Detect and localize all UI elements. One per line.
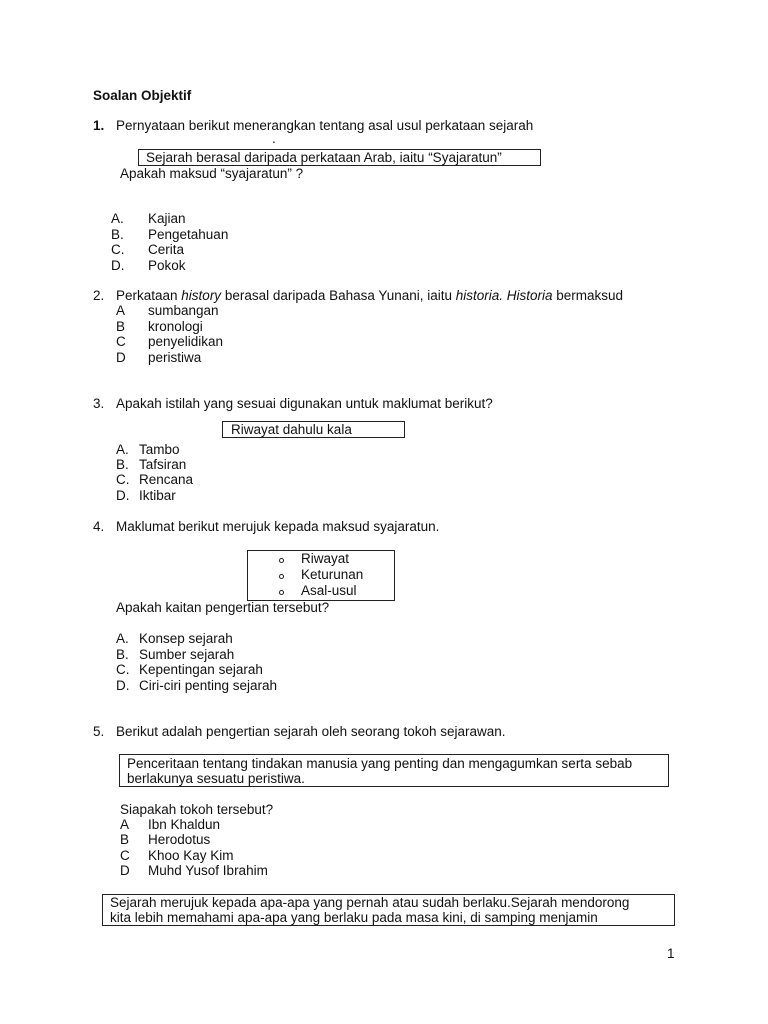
q2-option-text: peristiwa	[148, 350, 202, 365]
q5-definition-box	[119, 754, 669, 787]
q4-option-text: Konsep sejarah	[139, 631, 233, 646]
q5-option-text: Herodotus	[148, 832, 211, 847]
q1-option-letter: B.	[111, 227, 124, 242]
q5-definition-line: berlakunya sesuatu peristiwa.	[127, 771, 305, 786]
q5-prompt: Siapakah tokoh tersebut?	[120, 802, 274, 817]
q2-stem-italic2: historia. Historia	[455, 288, 553, 303]
page-number: 1	[667, 946, 675, 961]
q2-stem-part2: berasal daripada Bahasa Yunani, iaitu	[221, 288, 456, 303]
q1-option-letter: C.	[111, 242, 125, 257]
section-heading: Soalan Objektif	[93, 88, 192, 103]
q2-option-letter: C	[116, 334, 126, 349]
q2-option-text: penyelidikan	[148, 334, 224, 349]
q3-info-text: Riwayat dahulu kala	[231, 422, 352, 437]
q4-option-text: Kepentingan sejarah	[139, 662, 263, 677]
q4-option-letter: A.	[116, 631, 129, 646]
q1-option-text: Pengetahuan	[148, 227, 229, 242]
q3-option-letter: B.	[116, 457, 129, 472]
q6-passage-line: Sejarah merujuk kepada apa-apa yang pernah atau sudah berlaku.Sejarah mendorong	[110, 895, 630, 910]
q2-stem-part3: bermaksud	[552, 288, 624, 303]
q4-number: 4.	[93, 519, 105, 534]
q5-option-text: Khoo Kay Kim	[148, 848, 234, 863]
q1-stem: Pernyataan berikut menerangkan tentang asal usul perkataan sejarah	[116, 118, 534, 133]
q4-option-letter: D.	[116, 678, 130, 693]
q3-option-letter: C.	[116, 472, 130, 487]
q1-option-text: Pokok	[148, 258, 186, 273]
q3-stem: Apakah istilah yang sesuai digunakan untuk maklumat berikut?	[116, 396, 493, 411]
q3-option-text: Tafsiran	[139, 457, 187, 472]
q2-number: 2.	[93, 288, 105, 303]
q1-option-text: Cerita	[148, 242, 185, 257]
q2-option-text: kronologi	[148, 319, 203, 334]
q1-number: 1.	[93, 118, 105, 133]
q5-option-text: Ibn Khaldun	[148, 817, 221, 832]
q3-option-letter: D.	[116, 488, 130, 503]
q4-list-box	[247, 550, 395, 601]
q4-stem: Maklumat berikut merujuk kepada maksud syajaratun.	[116, 519, 440, 534]
q5-definition-line: Penceritaan tentang tindakan manusia yang penting dan mengagumkan serta sebab	[127, 756, 633, 771]
q3-option-text: Iktibar	[139, 488, 176, 503]
q5-option-letter: A	[120, 817, 130, 832]
q6-passage-box	[102, 894, 675, 926]
q5-number: 5.	[93, 724, 105, 739]
q4-option-letter: C.	[116, 662, 130, 677]
bullet-icon	[279, 574, 284, 579]
q1-option-text: Kajian	[148, 211, 186, 226]
q3-number: 3.	[93, 396, 105, 411]
q4-option-letter: B.	[116, 647, 129, 662]
q1-option-letter: A.	[111, 211, 124, 226]
q5-option-letter: D	[120, 863, 130, 878]
q2-option-letter: D	[116, 350, 126, 365]
q5-option-text: Muhd Yusof Ibrahim	[148, 863, 268, 878]
q1-dot: .	[272, 131, 276, 146]
q2-stem-italic1: history	[181, 288, 222, 303]
q4-option-text: Sumber sejarah	[139, 647, 235, 662]
q2-option-letter: B	[116, 319, 126, 334]
q3-option-text: Tambo	[139, 442, 180, 457]
q4-option-text: Ciri-ciri penting sejarah	[139, 678, 278, 693]
q2-stem-part1: Perkataan	[116, 288, 182, 303]
q3-option-letter: A.	[116, 442, 129, 457]
q1-quote-text: Sejarah berasal daripada perkataan Arab, iaitu “Syajaratun”	[146, 150, 502, 165]
q1-prompt: Apakah maksud “syajaratun” ?	[120, 166, 304, 181]
q4-prompt: Apakah kaitan pengertian tersebut?	[116, 600, 330, 615]
bullet-icon	[279, 590, 284, 595]
q4-list-item: Riwayat	[301, 551, 350, 566]
q4-list-item: Keturunan	[301, 567, 364, 582]
q5-option-letter: B	[120, 832, 130, 847]
q2-option-letter: A	[116, 303, 126, 318]
q1-option-letter: D.	[111, 258, 125, 273]
q3-info-box	[222, 421, 405, 438]
q3-option-text: Rencana	[139, 472, 194, 487]
q1-quote-box	[138, 149, 541, 166]
q4-list-item: Asal-usul	[301, 583, 357, 598]
q2-option-text: sumbangan	[148, 303, 219, 318]
bullet-icon	[279, 558, 284, 563]
q5-option-letter: C	[120, 848, 130, 863]
q6-passage-line: kita lebih memahami apa-apa yang berlaku pada masa kini, di samping menjamin	[110, 910, 598, 925]
q5-stem: Berikut adalah pengertian sejarah oleh seorang tokoh sejarawan.	[116, 724, 506, 739]
q2-stem	[116, 288, 623, 304]
